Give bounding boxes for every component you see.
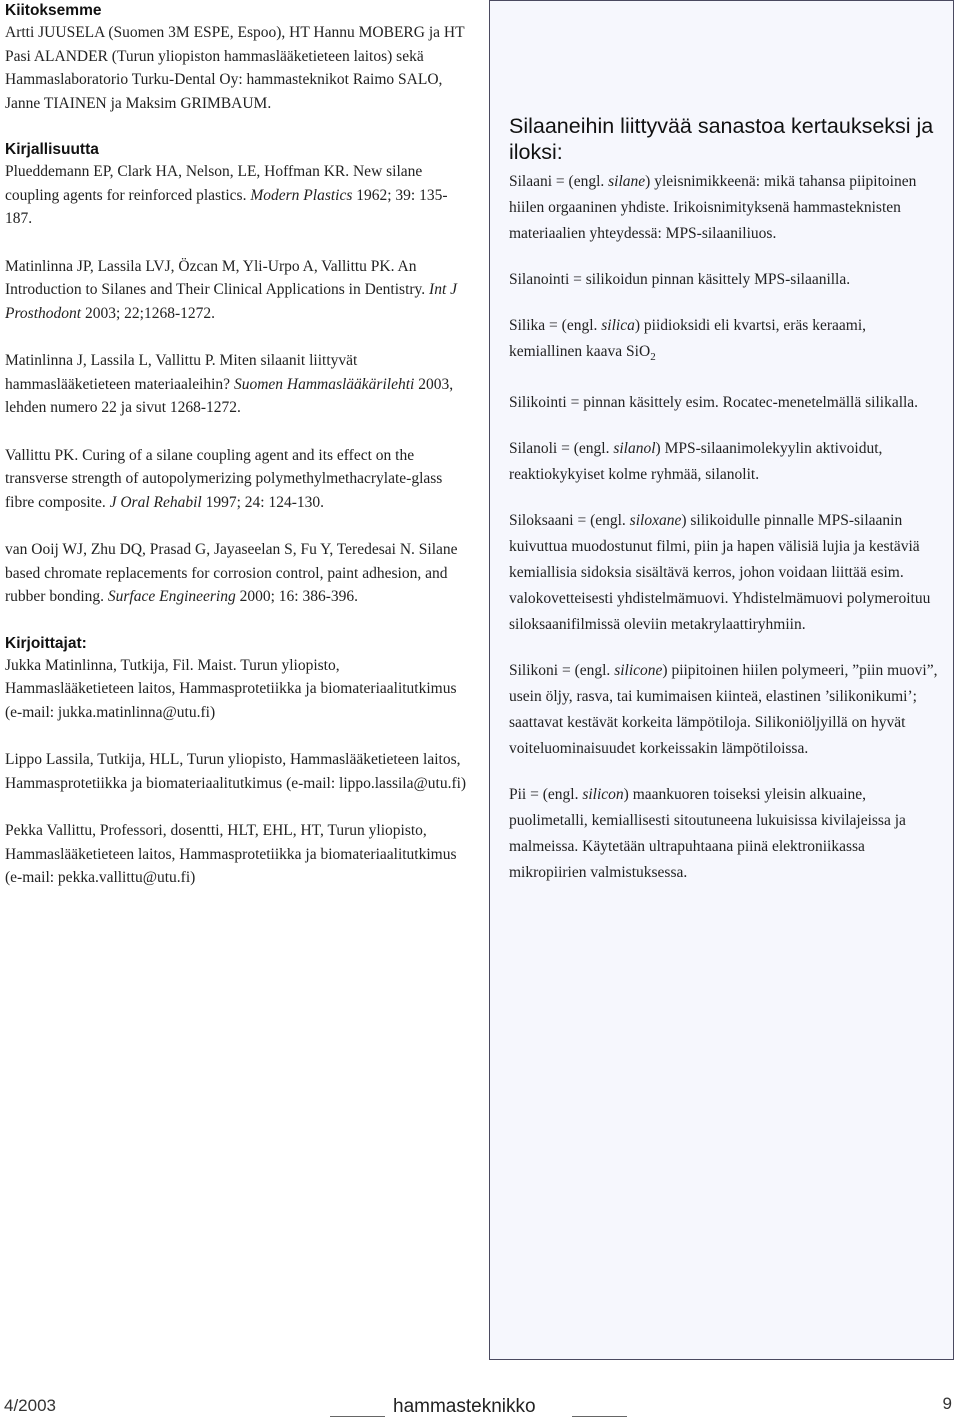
author-item: Lippo Lassila, Tutkija, HLL, Turun yliopisto, Hammaslääketieteen laitos, Hammasprotetiikka ja biomateriaalitutkimus (e-mail: lippo.lassila@utu.fi)	[5, 751, 467, 792]
page-footer	[0, 1388, 960, 1418]
footer-divider-left	[330, 1416, 385, 1417]
footer-divider-right	[572, 1416, 627, 1417]
glossary-content	[509, 113, 941, 906]
glossary-term: Silikointi = pinnan käsittely esim. Rocatec-menetelmällä silikalla.	[509, 394, 919, 412]
reference-item: van Ooij WJ, Zhu DQ, Prasad G, Jayaseelan S, Fu Y, Teredesai N. Silane based chromate replacements for corrosion control, paint adhesion, and rubber bonding. Surface Engineering 2000; 16: 386-396.	[5, 541, 458, 605]
glossary-term: Silanoli = (engl. silanol) MPS-silaanimolekyylin aktivoidut, reaktiokykyiset kolme ryhmää, silanolit.	[509, 440, 883, 484]
english-term: silanol	[613, 440, 656, 458]
author-item: Jukka Matinlinna, Tutkija, Fil. Maist. Turun yliopisto, Hammaslääketieteen laitos, Hammasprotetiikka ja biomateriaalitutkimus (e-mail: jukka.matinlinna@utu.fi)	[5, 656, 457, 721]
english-term: silicon	[582, 786, 624, 804]
reference-item: Vallittu PK. Curing of a silane coupling agent and its effect on the transverse strength of autopolymerizing polymethylmethacrylate-glass fibre composite. J Oral Rehabil 1997; 24: 124-130.	[5, 446, 443, 511]
english-term: siloxane	[629, 512, 682, 530]
english-term: silicone	[614, 662, 663, 680]
left-column	[5, 0, 467, 890]
references-heading: Kirjallisuutta	[5, 141, 99, 158]
subscript: 2	[650, 351, 656, 364]
glossary-term: Silika = (engl. silica) piidioksidi eli kvartsi, eräs keraami, kemiallinen kaava SiO$_2$	[509, 317, 867, 364]
journal-name: Modern Plastics	[250, 186, 353, 204]
journal-name: Int J Prosthodont	[5, 281, 458, 322]
glossary-term: Siloksaani = (engl. siloxane) silikoidulle pinnalle MPS-silaanin kuivuttua muodostunut filmi, piin ja hapen välisiä lujia ja kestäviä kemiallisia sidoksia sisältävä kerros, johon voidaan liittää esim. valokovetteisesti yhdistelmämuovi. Yhdistelmämuovi polymeroituu siloksaanifilmissä oleviin metakrylaattiryhmiin.	[509, 512, 931, 634]
journal-name: Suomen Hammaslääkärilehti	[233, 375, 415, 393]
magazine-name: hammasteknikko	[393, 1396, 536, 1417]
authors-heading: Kirjoittajat:	[5, 634, 87, 652]
glossary-box	[489, 0, 954, 1360]
journal-name: Surface Engineering	[107, 588, 236, 605]
glossary-term: Silikoni = (engl. silicone) piipitoinen hiilen polymeeri, ”piin muovi”, usein öljy, rasva, tai kumimaisen kiinteä, elastinen ’silikonikumi’; saattavat kestävät korkeita lämpötiloja. Silikoniöljyillä on hyvät voiteluominaisuudet korkeissakin lämpötiloissa.	[509, 662, 938, 758]
acknowledgements-heading: Kiitoksemme	[5, 2, 102, 19]
author-item: Pekka Vallittu, Professori, dosentti, HLT, EHL, HT, Turun yliopisto, Hammaslääketieteen laitos, Hammasprotetiikka ja biomateriaalitutkimus (e-mail: pekka.vallittu@utu.fi)	[5, 822, 457, 886]
glossary-term: Silaani = (engl. silane) yleisnimikkeenä: mikä tahansa piipitoinen hiilen orgaaninen yhdiste. Irikoisnimityksenä hammasteknisten materiaalien yhteydessä: MPS-silaaniliuos.	[509, 173, 917, 242]
glossary-term: Silanointi = silikoidun pinnan käsittely MPS-silaanilla.	[509, 271, 851, 288]
journal-name: J Oral Rehabil	[109, 493, 202, 511]
glossary-term: Pii = (engl. silicon) maankuoren toiseksi yleisin alkuaine, puolimetalli, kemiallisesti sitoutuneena lukuisissa kivilajeissa ja malmeissa. Käytetään ultrapuhtaana piinä elektroniikassa mikropiirien valmistuksessa.	[509, 786, 906, 882]
english-term: silane	[608, 173, 646, 190]
reference-item: Plueddemann EP, Clark HA, Nelson, LE, Hoffman KR. New silane coupling agents for reinforced plastics. Modern Plastics 1962; 39: 135-187.	[5, 163, 448, 227]
reference-item: Matinlinna J, Lassila L, Vallittu P. Miten silaanit liittyvät hammaslääketieteen materiaaleihin? Suomen Hammaslääkärilehti 2003, lehden numero 22 ja sivut 1268-1272.	[5, 352, 454, 416]
issue-number: 4/2003	[4, 1396, 56, 1415]
acknowledgements-text: Artti JUUSELA (Suomen 3M ESPE, Espoo), HT Hannu MOBERG ja HT Pasi ALANDER (Turun yliopiston hammaslääketieteen laitos) sekä Hammaslaboratorio Turku-Dental Oy: hammasteknikot Raimo SALO, Janne TIAINEN ja Maksim GRIMBAUM.	[5, 24, 465, 112]
reference-item: Matinlinna JP, Lassila LVJ, Özcan M, Yli-Urpo A, Vallittu PK. An Introduction to Silanes and Their Clinical Applications in Dentistry. Int J Prosthodont 2003; 22;1268-1272.	[5, 257, 458, 322]
page-number: 9	[942, 1394, 952, 1413]
glossary-title: Silaaneihin liittyvää sanastoa kertaukseksi ja iloksi:	[509, 114, 934, 164]
english-term: silica	[601, 317, 635, 334]
